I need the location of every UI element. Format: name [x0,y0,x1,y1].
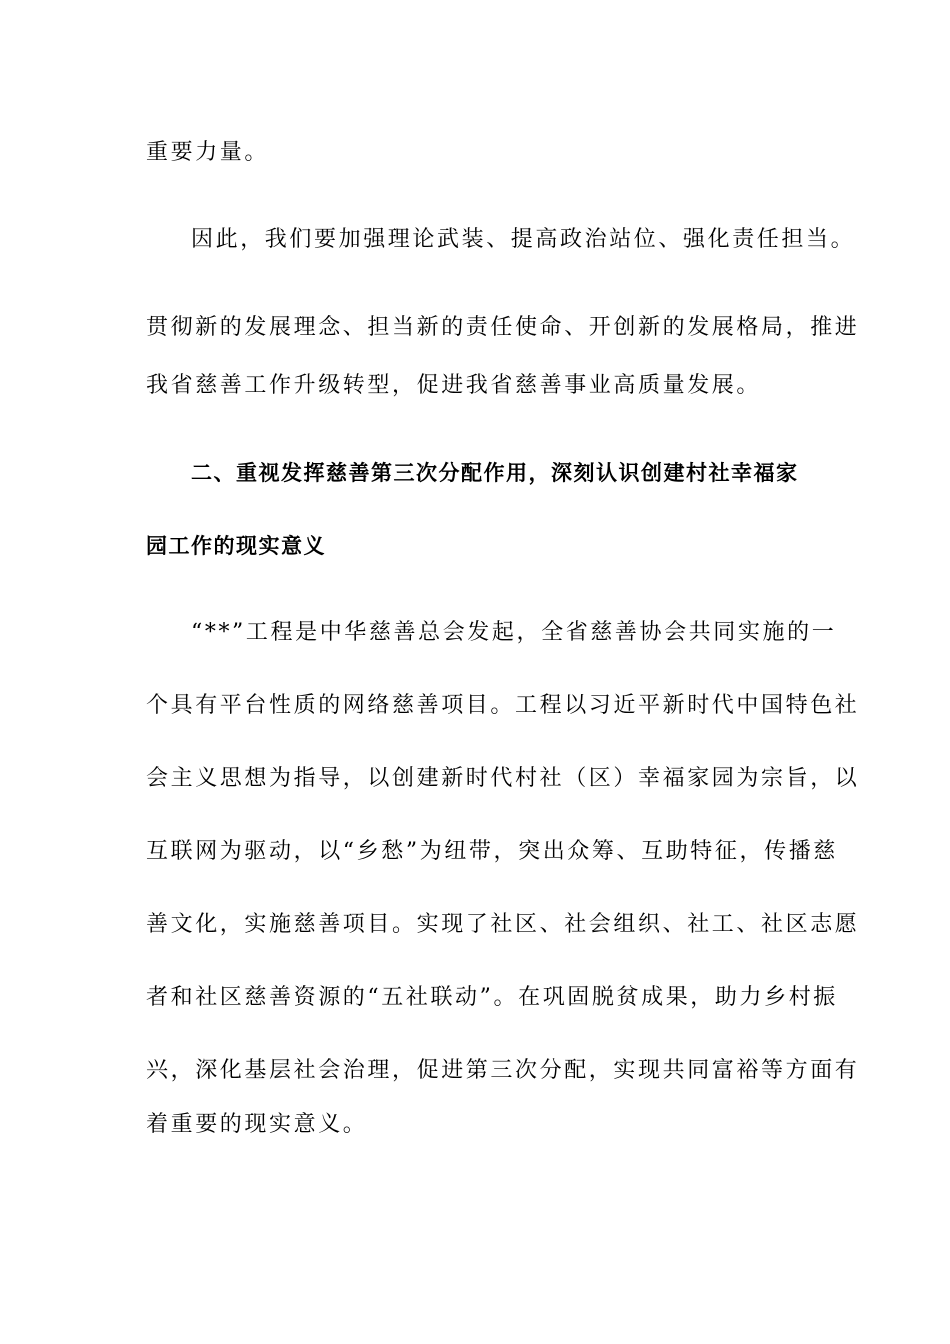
section-heading-line-1: 二、重视发挥慈善第三次分配作用，深刻认识创建村社幸福家 [191,461,799,485]
paragraph-2-line-8: 着重要的现实意义。 [146,1112,368,1137]
paragraph-2-line-2: 个具有平台性质的网络慈善项目。工程以习近平新时代中国特色社 [146,693,860,718]
continuation-line-1: 重要力量。 [146,140,270,165]
paragraph-2-line-3: 会主义思想为指导，以创建新时代村社（区）幸福家园为宗旨，以 [146,766,860,791]
paragraph-1-line-3: 我省慈善工作升级转型，促进我省慈善事业高质量发展。 [146,373,762,398]
paragraph-2-line-1: “**”工程是中华慈善总会发起，全省慈善协会共同实施的一 [191,620,837,645]
paragraph-2-line-6: 者和社区慈善资源的“五社联动”。在巩固脱贫成果，助力乡村振 [146,985,838,1010]
section-heading-line-2: 园工作的现实意义 [146,534,326,558]
paragraph-1-line-2: 贯彻新的发展理念、担当新的责任使命、开创新的发展格局，推进 [146,315,860,340]
paragraph-2-line-7: 兴，深化基层社会治理，促进第三次分配，实现共同富裕等方面有 [146,1058,860,1083]
paragraph-1-line-1: 因此，我们要加强理论武装、提高政治站位、强化责任担当。 [191,227,856,252]
paragraph-2-line-4: 互联网为驱动，以“乡愁”为纽带，突出众筹、互助特征，传播慈 [146,839,838,864]
paragraph-2-line-5: 善文化，实施慈善项目。实现了社区、社会组织、社工、社区志愿 [146,912,860,937]
